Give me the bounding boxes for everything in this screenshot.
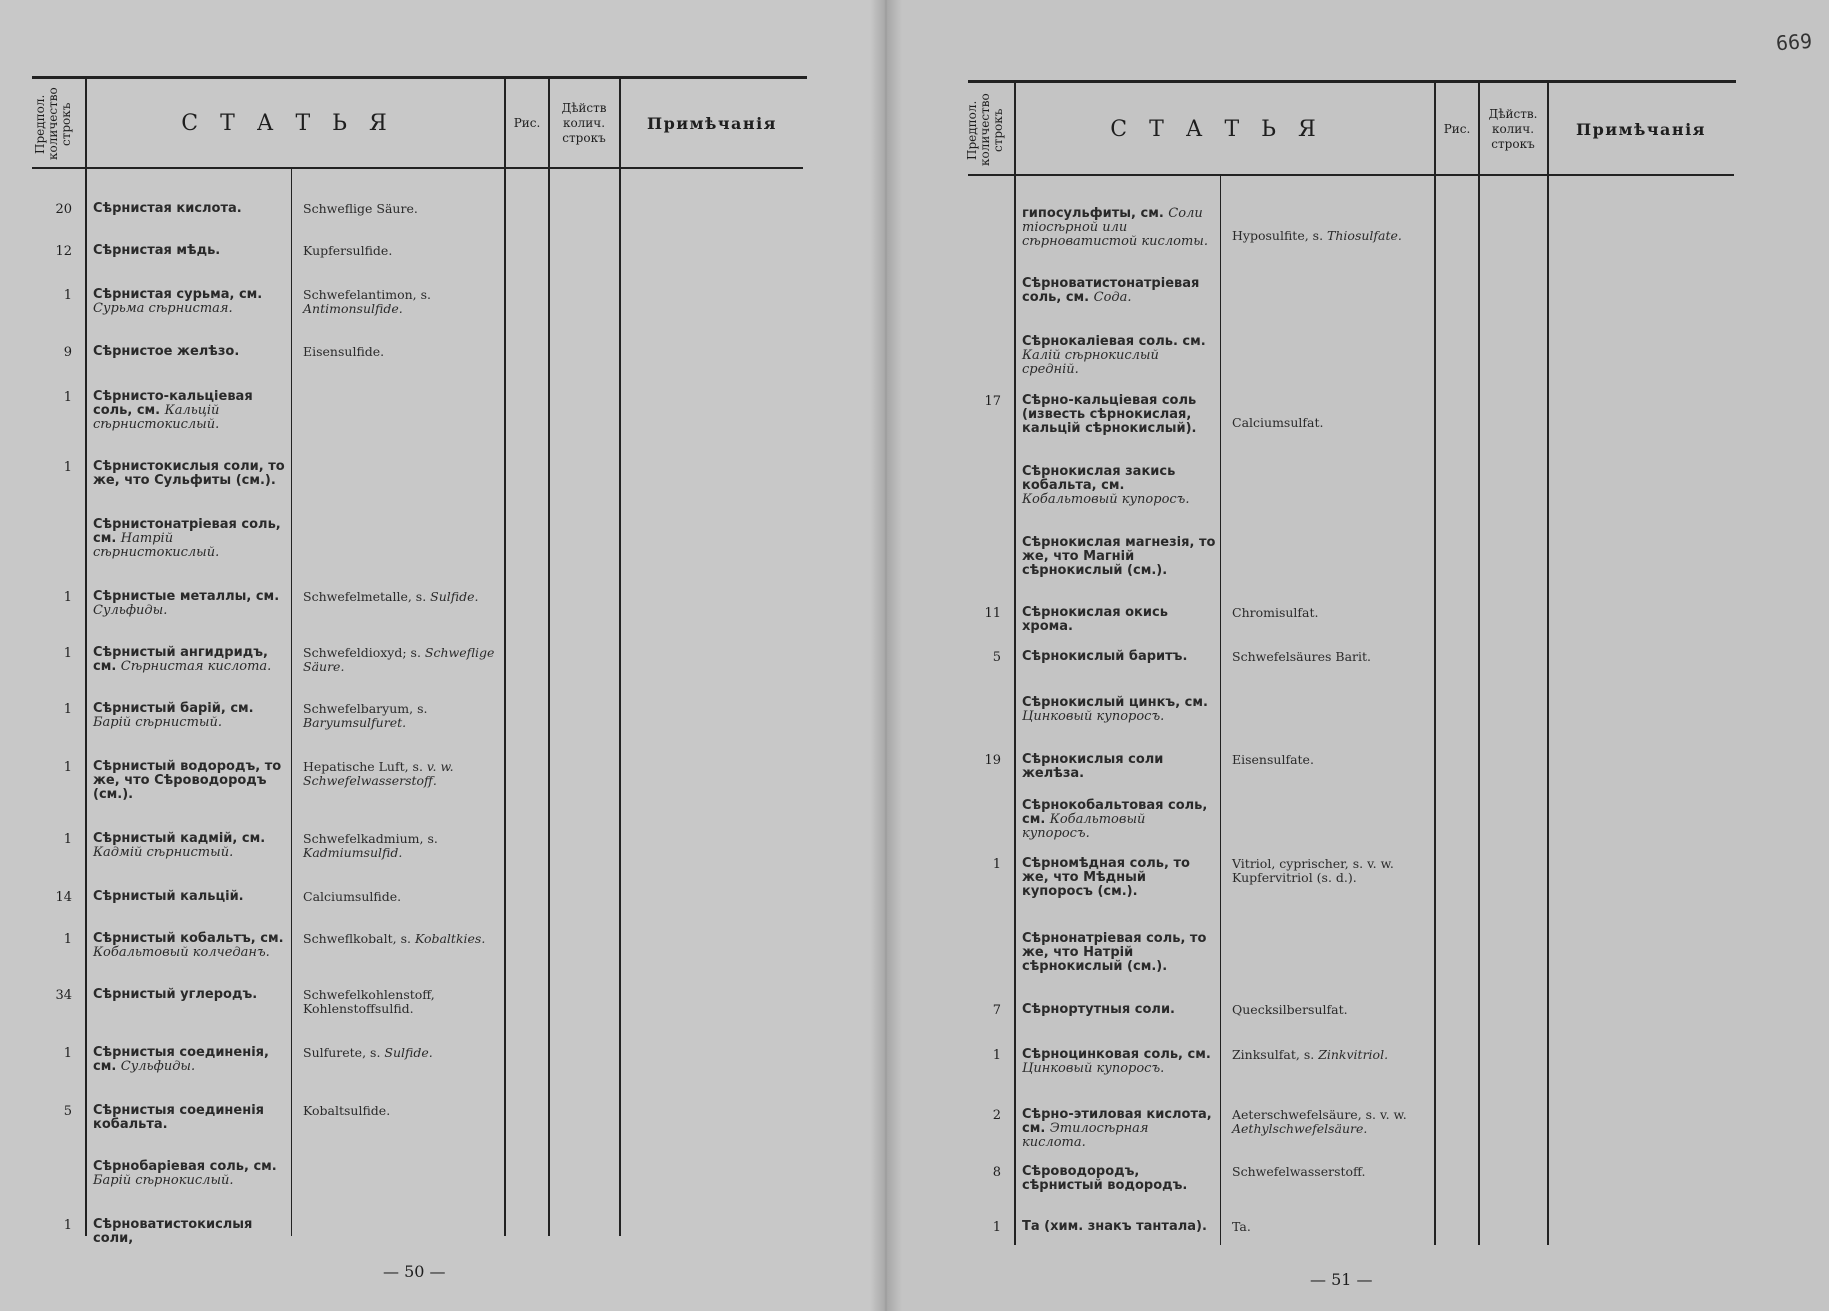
line-count: 1 (63, 702, 72, 717)
article-german: Aeterschwefelsäure, s. v. w. Aethylschwefelsäure. (1232, 1107, 1407, 1136)
article-header: СТАТЬЯ (181, 110, 409, 136)
article-german: Hepatische Luft, s. v. w. Schwefelwasserstoff. (303, 759, 454, 788)
handwritten-page-number: 669 (1775, 28, 1813, 56)
article-german: Sulfurete, s. Sulfide. (303, 1045, 433, 1060)
article-russian: Сѣрнистыя соединенія кобальта. (93, 1103, 265, 1132)
article-russian: Сѣрнистонатріевая соль, см. Натрій сѣрнистокислый. (93, 517, 281, 560)
article-russian: гипосульфиты, см. Соли тіосѣрной или сѣрноватистой кислоты. (1022, 206, 1208, 249)
article-german: Schwefelbaryum, s. Baryumsulfuret. (303, 701, 428, 730)
line-count: 1 (63, 288, 72, 303)
article-header-right: СТАТЬЯ (1110, 116, 1338, 142)
line-count: 1 (63, 932, 72, 947)
article-german: Eisensulfate. (1232, 752, 1314, 767)
article-german: Schwefeldioxyd; s. Schweflige Säure. (303, 645, 495, 674)
line-count: 1 (63, 390, 72, 405)
article-russian: Сѣрнортутныя соли. (1022, 1002, 1175, 1017)
article-russian: Сѣрнобаріевая соль, см. Барій сѣрнокислый. (93, 1159, 277, 1188)
article-russian: Сѣрно-этиловая кислота, см. Этилосѣрная кислота. (1022, 1107, 1212, 1150)
article-german: Schweflige Säure. (303, 201, 418, 216)
article-russian: Сѣрнисто-кальціевая соль, см. Кальцій сѣрнистокислый. (93, 389, 253, 432)
article-russian: Сѣрноватистонатріевая соль, см. Сода. (1022, 276, 1200, 305)
line-count: 1 (63, 646, 72, 661)
article-russian: Сѣрнистая мѣдь. (93, 243, 221, 258)
article-russian: Сѣрнистокислыя соли, то же, что Сульфиты (см.). (93, 459, 285, 488)
right-folio: — 51 — (1310, 1270, 1373, 1289)
line-count: 12 (55, 244, 72, 259)
line-count: 34 (55, 988, 72, 1003)
line-count: 1 (992, 1220, 1001, 1235)
line-count: 1 (63, 760, 72, 775)
article-german: Hyposulfite, s. Thiosulfate. (1232, 228, 1402, 243)
line-count: 1 (63, 1046, 72, 1061)
count-header: Предпол. количество строкъ (33, 87, 73, 161)
line-count: 14 (55, 890, 72, 905)
actual-count-header-right: Дѣйств. колич. строкъ (1488, 106, 1538, 151)
line-count: 7 (992, 1003, 1001, 1018)
article-german: Schweflkobalt, s. Kobaltkies. (303, 931, 486, 946)
line-count: 19 (984, 753, 1001, 768)
article-russian: Сѣрномѣдная соль, то же, что Мѣдный купоросъ (см.). (1022, 856, 1190, 899)
actual-count-header: Дѣйств колич. строкъ (561, 100, 607, 145)
line-count: 1 (63, 832, 72, 847)
article-russian: Сѣроводородъ, сѣрнистый водородъ. (1022, 1164, 1188, 1193)
line-count: 1 (63, 590, 72, 605)
article-russian: Сѣрнокислая магнезія, то же, что Магній сѣрнокислый (см.). (1022, 535, 1216, 578)
article-russian: Сѣрнистыя соединенія, см. Сульфиды. (93, 1045, 269, 1074)
notes-header: Примѣчанія (647, 113, 777, 133)
article-russian: Сѣрнокаліевая соль. см. Калій сѣрнокислый средній. (1022, 334, 1206, 377)
article-russian: Сѣрнистая кислота. (93, 201, 242, 216)
article-russian: Та (хим. знакъ тантала). (1022, 1219, 1207, 1234)
article-russian: Сѣрнистый кадмій, см. Кадмій сѣрнистый. (93, 831, 266, 860)
article-german: Vitriol, cyprischer, s. v. w. Kupfervitriol (s. d.). (1232, 856, 1394, 885)
line-count: 1 (992, 1048, 1001, 1063)
article-german: Ta. (1232, 1219, 1251, 1234)
line-count: 20 (55, 202, 72, 217)
figures-header-right: Рис. (1443, 121, 1471, 136)
article-german: Schwefelantimon, s. Antimonsulfide. (303, 287, 432, 316)
article-german: Calciumsulfide. (303, 889, 402, 904)
article-russian: Сѣрнонатріевая соль, то же, что Натрій сѣрнокислый (см.). (1022, 931, 1207, 974)
article-german: Kupfersulfide. (303, 243, 393, 258)
article-russian: Сѣрноватистокислыя соли, (93, 1217, 253, 1246)
line-count: 5 (63, 1104, 72, 1119)
article-russian: Сѣрнистое желѣзо. (93, 344, 240, 359)
left-folio: — 50 — (383, 1262, 446, 1281)
article-german: Zinksulfat, s. Zinkvitriol. (1232, 1047, 1389, 1062)
article-german: Eisensulfide. (303, 344, 385, 359)
article-russian: Сѣрнистый кальцій. (93, 889, 244, 904)
book-fold (870, 0, 902, 1311)
notes-header-right: Примѣчанія (1576, 119, 1706, 139)
article-german: Calciumsulfat. (1232, 415, 1324, 430)
article-russian: Сѣрнокобальтовая соль, см. Кобальтовый купоросъ. (1022, 798, 1208, 841)
article-russian: Сѣрноцинковая соль, см. Цинковый купоросъ. (1022, 1047, 1211, 1076)
article-german: Schwefelwasserstoff. (1232, 1164, 1366, 1179)
count-header-right: Предпол. количество строкъ (965, 93, 1005, 167)
article-german: Schwefelmetalle, s. Sulfide. (303, 589, 479, 604)
article-russian: Сѣрнистый ангидридъ, см. Сѣрнистая кислота. (93, 645, 272, 674)
article-russian: Сѣрно-кальціевая соль (известь сѣрнокислая, кальцій сѣрнокислый). (1022, 393, 1197, 436)
article-german: Chromisulfat. (1232, 605, 1319, 620)
article-german: Schwefelkadmium, s. Kadmiumsulfid. (303, 831, 438, 860)
article-german: Schwefelkohlenstoff, Kohlenstoffsulfid. (303, 987, 435, 1016)
article-russian: Сѣрнокислый баритъ. (1022, 649, 1188, 664)
line-count: 17 (984, 394, 1001, 409)
article-russian: Сѣрнистая сурьма, см. Сурьма сѣрнистая. (93, 287, 263, 316)
line-count: 11 (984, 606, 1001, 621)
article-russian: Сѣрнокислыя соли желѣза. (1022, 752, 1164, 781)
line-count: 8 (992, 1165, 1001, 1180)
figures-header: Рис. (513, 115, 541, 130)
line-count: 1 (992, 857, 1001, 872)
article-german: Quecksilbersulfat. (1232, 1002, 1348, 1017)
line-count: 9 (63, 345, 72, 360)
article-russian: Сѣрнистый водородъ, то же, что Сѣроводородъ (см.). (93, 759, 282, 802)
article-russian: Сѣрнокислый цинкъ, см. Цинковый купоросъ. (1022, 695, 1208, 724)
line-count: 1 (63, 1218, 72, 1233)
article-russian: Сѣрнистые металлы, см. Сульфиды. (93, 589, 280, 618)
article-russian: Сѣрнистый углеродъ. (93, 987, 258, 1002)
article-german: Schwefelsäures Barit. (1232, 649, 1372, 664)
article-german: Kobaltsulfide. (303, 1103, 391, 1118)
line-count: 5 (992, 650, 1001, 665)
line-count: 1 (63, 460, 72, 475)
line-count: 2 (992, 1108, 1001, 1123)
article-russian: Сѣрнистый барій, см. Барій сѣрнистый. (93, 701, 254, 730)
article-russian: Сѣрнистый кобальтъ, см. Кобальтовый колчеданъ. (93, 931, 284, 960)
article-russian: Сѣрнокислая окись хрома. (1022, 605, 1168, 634)
article-russian: Сѣрнокислая закись кобальта, см. Кобальтовый купоросъ. (1022, 464, 1190, 507)
